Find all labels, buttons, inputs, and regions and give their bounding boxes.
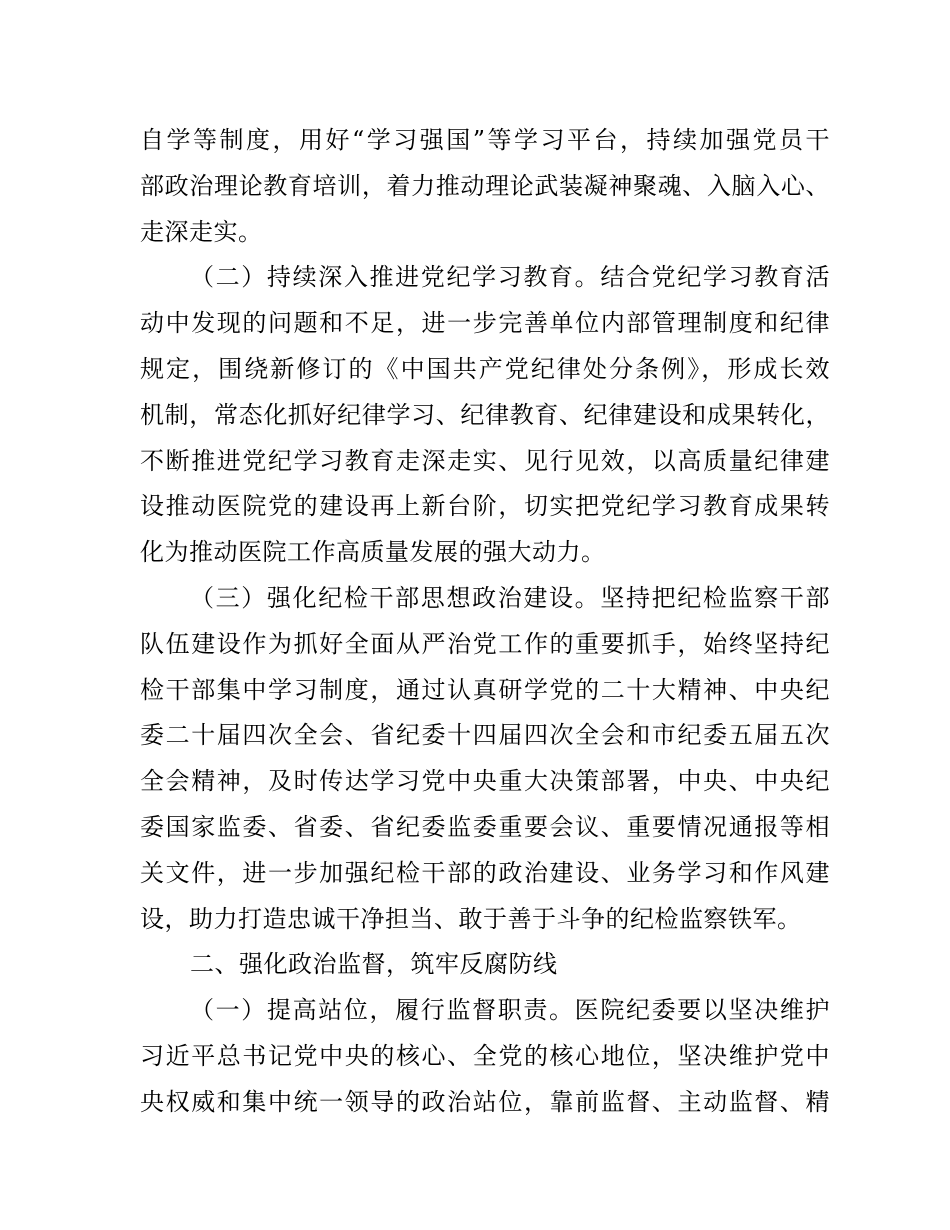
text-line: 检干部集中学习制度，通过认真研学党的二十大精神、中央纪 <box>140 675 830 704</box>
paragraph-study-platform <box>140 118 830 255</box>
text-line: 关文件，进一步加强纪检干部的政治建设、业务学习和作风建 <box>140 858 830 887</box>
text-line: 部政治理论教育培训，着力推动理论武装凝神聚魂、入脑入心、 <box>140 171 830 200</box>
text-line: （二）持续深入推进党纪学习教育。结合党纪学习教育活 <box>190 263 830 292</box>
text-line: 设推动医院党的建设再上新台阶，切实把党纪学习教育成果转 <box>140 492 830 521</box>
text-line: 央权威和集中统一领导的政治站位，靠前监督、主动监督、精 <box>140 1087 830 1116</box>
text-line: 委二十届四次全会、省纪委十四届四次全会和市纪委五届五次 <box>140 721 830 750</box>
text-line: 走深走实。 <box>140 217 263 246</box>
text-line: 习近平总书记党中央的核心、全党的核心地位，坚决维护党中 <box>140 1041 830 1070</box>
text-line: 动中发现的问题和不足，进一步完善单位内部管理制度和纪律 <box>140 309 830 338</box>
text-line: 全会精神，及时传达学习党中央重大决策部署，中央、中央纪 <box>140 767 830 796</box>
text-line: 设，助力打造忠诚干净担当、敢于善于斗争的纪检监察铁军。 <box>140 904 802 933</box>
section-heading: 二、强化政治监督，筑牢反腐防线 <box>190 950 558 979</box>
section-heading-political-supervision <box>140 942 830 988</box>
text-line: 化为推动医院工作高质量发展的强大动力。 <box>140 538 606 567</box>
paragraph-cadre-building <box>140 576 830 942</box>
text-line: （三）强化纪检干部思想政治建设。坚持把纪检监察干部 <box>190 583 830 612</box>
paragraph-discipline-education <box>140 255 830 576</box>
text-line: （一）提高站位，履行监督职责。医院纪委要以坚决维护 <box>190 996 830 1025</box>
paragraph-supervision-duty <box>140 988 830 1125</box>
document-body <box>140 118 830 1126</box>
text-line: 委国家监委、省委、省纪委监委重要会议、重要情况通报等相 <box>140 812 830 841</box>
text-line: 队伍建设作为抓好全面从严治党工作的重要抓手，始终坚持纪 <box>140 629 830 658</box>
text-line: 不断推进党纪学习教育走深走实、见行见效，以高质量纪律建 <box>140 446 830 475</box>
text-line: 机制，常态化抓好纪律学习、纪律教育、纪律建设和成果转化， <box>140 400 830 429</box>
text-line: 规定，围绕新修订的《中国共产党纪律处分条例》，形成长效 <box>140 354 830 383</box>
text-line: 自学等制度，用好“学习强国”等学习平台，持续加强党员干 <box>140 126 830 154</box>
